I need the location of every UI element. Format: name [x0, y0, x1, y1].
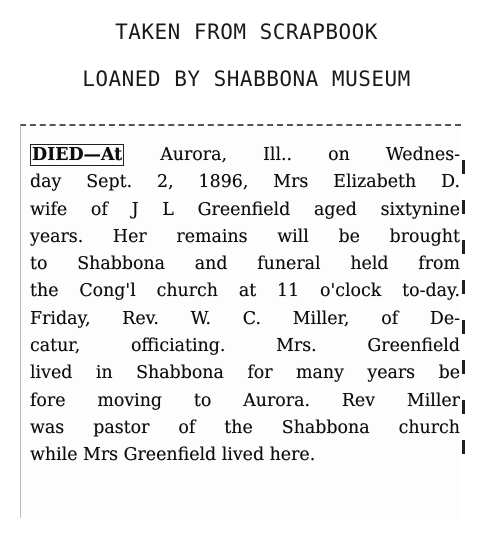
article-line-9: lived in Shabbona for many years be	[30, 363, 460, 384]
article-line-12: while Mrs Greenfield lived here.	[30, 445, 316, 466]
article-line-4: years. Her remains will be brought	[30, 226, 460, 247]
obituary-article	[30, 142, 460, 470]
article-line-1-text: Aurora, Ill.. on Wednes-	[124, 145, 460, 165]
clipping-torn-edge	[462, 160, 465, 480]
article-line-5: to Shabbona and funeral held from	[30, 254, 460, 275]
article-line-6: the Cong'l church at 11 o'clock to-day.	[30, 281, 460, 302]
article-line-11: was pastor of the Shabbona church	[30, 417, 460, 438]
article-line-8: catur, officiating. Mrs. Greenfield	[30, 336, 460, 357]
article-line-3: wife of J L Greenfield aged sixtynine	[30, 199, 460, 220]
article-line-1	[30, 142, 460, 169]
article-line-7: Friday, Rev. W. C. Miller, of De-	[30, 308, 460, 329]
header-line-2: LOANED BY SHABBONA MUSEUM	[82, 67, 411, 91]
article-line-2: day Sept. 2, 1896, Mrs Elizabeth D.	[30, 172, 460, 193]
died-lead-box: DIED—At	[32, 145, 123, 165]
header-line-1: TAKEN FROM SCRAPBOOK	[115, 20, 378, 44]
article-line-10: fore moving to Aurora. Rev Miller	[30, 390, 460, 411]
